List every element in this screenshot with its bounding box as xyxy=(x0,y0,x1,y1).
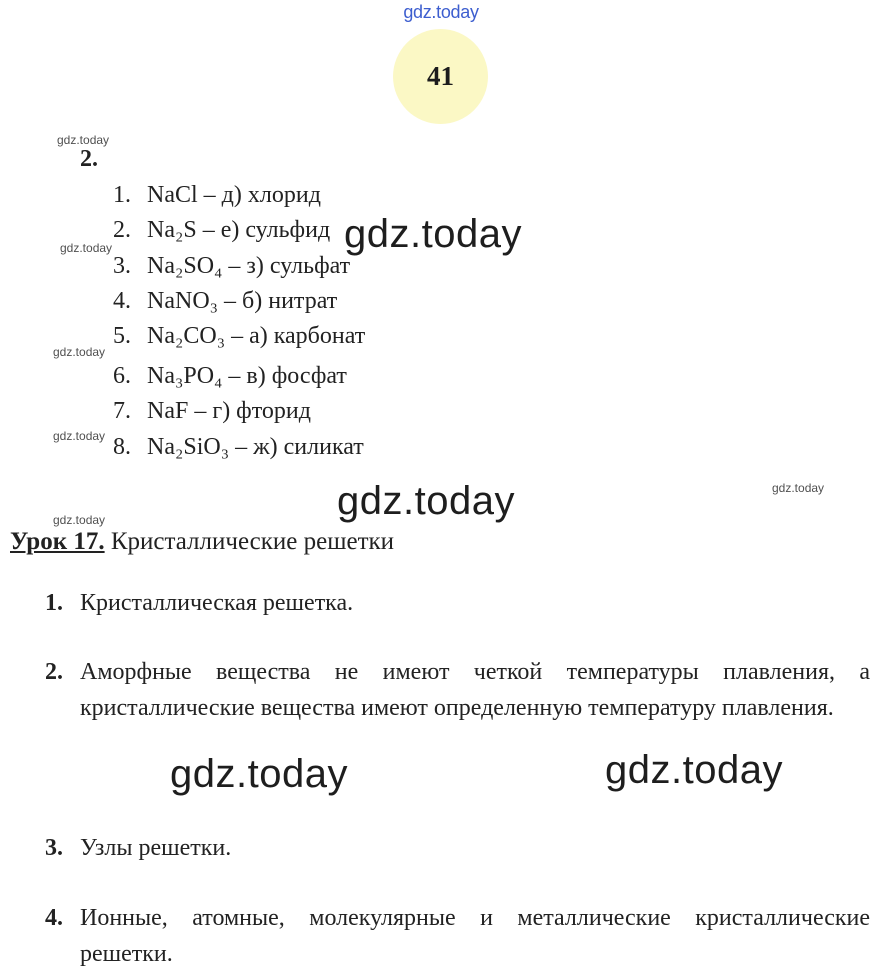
answer-number: 2. xyxy=(45,659,63,685)
answer-text: Аморфные вещества не имеют четкой температуры плавления, а кристаллические вещества имеют определенную температуру плавления. xyxy=(80,659,870,721)
answer-item xyxy=(45,830,870,866)
lesson-label: Урок 17. xyxy=(10,528,105,555)
answer-number: 3. xyxy=(45,835,63,861)
item-formula: Na₃PO₄ xyxy=(147,363,223,389)
answer-number: 1. xyxy=(45,590,63,616)
item-answer: – ж) силикат xyxy=(229,434,364,460)
list-item xyxy=(113,182,321,209)
item-formula: Na₂SiO₃ xyxy=(147,434,230,460)
item-number: 3. xyxy=(113,253,131,279)
item-formula: Na₂CO₃ xyxy=(147,323,226,349)
watermark-small: gdz.today xyxy=(53,513,106,527)
list-item xyxy=(113,323,365,350)
lesson-title: Кристаллические решетки xyxy=(104,528,395,555)
watermark-large: gdz.today xyxy=(344,212,522,256)
item-answer: – з) сульфат xyxy=(222,253,351,279)
item-answer: – а) карбонат xyxy=(225,323,366,349)
item-formula: NaNO₃ xyxy=(147,288,219,314)
watermark-small: gdz.today xyxy=(53,345,106,359)
item-number: 7. xyxy=(113,398,131,424)
item-answer: – в) фосфат xyxy=(222,363,347,389)
watermark-large: gdz.today xyxy=(170,752,348,796)
answer-item xyxy=(45,585,870,621)
item-answer: – е) сульфид xyxy=(196,217,331,243)
watermark-small: gdz.today xyxy=(772,481,825,495)
task-number: 2. xyxy=(80,146,98,172)
list-item xyxy=(113,217,330,244)
item-number: 2. xyxy=(113,217,131,243)
list-item xyxy=(113,288,337,315)
lesson-heading xyxy=(10,528,394,556)
watermark-large: gdz.today xyxy=(337,479,515,523)
item-formula: Na₂SO₄ xyxy=(147,253,223,279)
list-item xyxy=(113,434,364,461)
page-number: 41 xyxy=(393,29,488,124)
answer-item xyxy=(45,654,870,726)
item-formula: Na₂S xyxy=(147,217,197,243)
item-number: 5. xyxy=(113,323,131,349)
answer-item xyxy=(45,900,870,972)
answer-text: Кристаллическая решетка. xyxy=(80,590,354,616)
answer-text: Узлы решетки. xyxy=(80,835,232,861)
item-answer: – д) хлорид xyxy=(197,182,321,208)
item-number: 6. xyxy=(113,363,131,389)
answer-number: 4. xyxy=(45,905,63,931)
watermark-small: gdz.today xyxy=(57,133,110,147)
item-answer: – б) нитрат xyxy=(218,288,338,314)
item-answer: – г) фторид xyxy=(188,398,311,424)
watermark-large: gdz.today xyxy=(605,748,783,792)
list-item xyxy=(113,398,311,425)
answer-text: Ионные, атомные, молекулярные и металлические кристаллические решетки. xyxy=(80,905,870,967)
watermark-small: gdz.today xyxy=(60,241,113,255)
watermark-small: gdz.today xyxy=(53,429,106,443)
list-item xyxy=(113,363,347,390)
item-number: 8. xyxy=(113,434,131,460)
watermark-top: gdz.today xyxy=(403,2,479,22)
item-formula: NaF xyxy=(147,398,189,424)
item-number: 4. xyxy=(113,288,131,314)
item-number: 1. xyxy=(113,182,131,208)
list-item xyxy=(113,253,350,280)
item-formula: NaCl xyxy=(147,182,198,208)
